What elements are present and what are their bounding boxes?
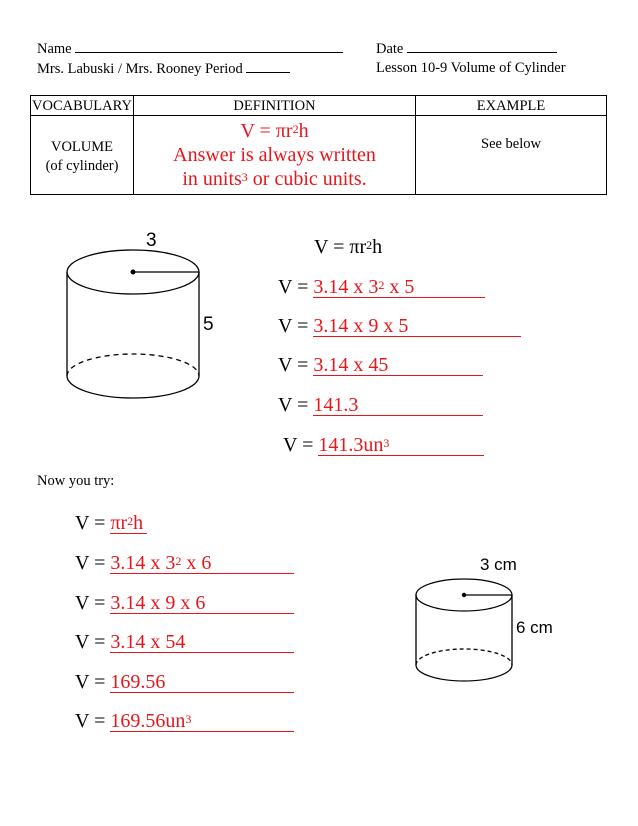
- example2-radius-label: 3 cm: [480, 555, 517, 574]
- example1-step-5: $V = 141.3un^3$: [283, 434, 484, 456]
- example2-step-2: V = 3.14 x 9 x 6: [75, 592, 294, 614]
- example1-step-1: V = 3.14 x $3^2$ x 5: [278, 276, 485, 298]
- example-cell: See below: [416, 116, 607, 195]
- vocabulary-table: [30, 95, 607, 195]
- cylinder-bottom-front: [416, 665, 512, 681]
- date-line: [376, 40, 557, 58]
- table-row: [31, 116, 607, 195]
- header-vocabulary: VOCABULARY: [32, 97, 132, 114]
- cylinder-center-dot: [131, 270, 136, 275]
- name-label: Name: [37, 41, 72, 57]
- example2-cylinder-figure: [413, 578, 515, 686]
- cylinder-center-dot: [462, 593, 466, 597]
- definition-formula: $V = \pi r^2h$: [240, 120, 309, 142]
- table-header-row: [31, 96, 607, 116]
- name-line: [37, 40, 343, 58]
- example1-radius-label: 3: [146, 230, 157, 251]
- example2-step-5: $V = 169.56un^3$: [75, 710, 294, 732]
- example2-formula: $V = \pi r^2h$: [75, 512, 147, 534]
- cylinder-bottom-front: [67, 376, 199, 398]
- term-qualifier: (of cylinder): [45, 158, 119, 174]
- date-blank[interactable]: [407, 40, 557, 53]
- try-label: Now you try:: [37, 473, 115, 489]
- cylinder-bottom-back: [416, 649, 512, 665]
- example1-step-2: V = 3.14 x 9 x 5: [278, 315, 521, 337]
- cylinder-bottom-back: [67, 354, 199, 376]
- teachers-label: Mrs. Labuski / Mrs. Rooney Period: [37, 61, 243, 77]
- example2-step-3: V = 3.14 x 54: [75, 631, 294, 653]
- example1-formula: $V = \pi r^2h$: [314, 236, 383, 258]
- example2-height-label: 6 cm: [516, 618, 553, 637]
- header-definition: DEFINITION: [134, 96, 416, 116]
- example2-step-1: V = 3.14 x $3^2$ x 6: [75, 552, 294, 574]
- example1-cylinder-figure: [62, 248, 204, 408]
- example2-step-4: V = 169.56: [75, 671, 294, 693]
- date-label: Date: [376, 41, 404, 57]
- definition-line-2: in units$^3$ or cubic units.: [182, 168, 367, 190]
- example1-step-3: V = 3.14 x 45: [278, 354, 483, 376]
- example1-step-4: V = 141.3: [278, 394, 483, 416]
- term-name: VOLUME: [50, 139, 114, 155]
- definition-cell: [134, 116, 416, 195]
- lesson-title: Lesson 10-9 Volume of Cylinder: [376, 60, 566, 76]
- name-blank[interactable]: [75, 40, 343, 53]
- header-example: EXAMPLE: [416, 96, 607, 116]
- teachers-line: [37, 60, 290, 78]
- example1-height-label: 5: [203, 314, 214, 335]
- period-blank[interactable]: [246, 60, 290, 73]
- definition-line-1: Answer is always written: [173, 144, 376, 166]
- term-cell: [31, 116, 134, 195]
